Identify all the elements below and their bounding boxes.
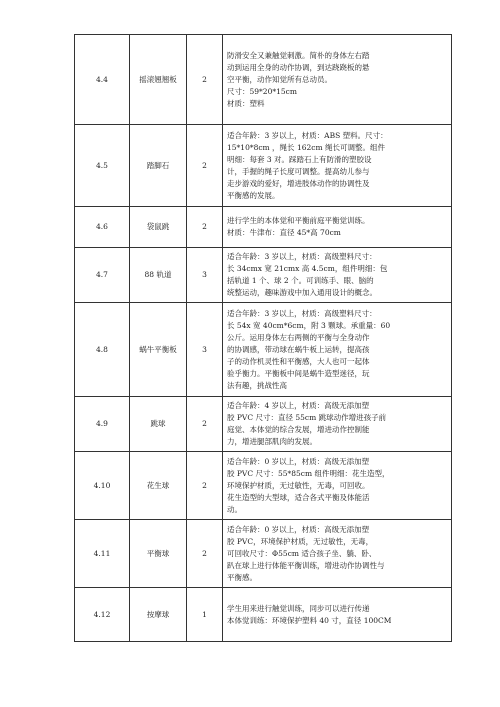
table-row bbox=[75, 452, 452, 520]
item-quantity: 2 bbox=[187, 207, 223, 248]
item-quantity: 1 bbox=[187, 588, 223, 642]
description-line: 空平衡，动作知觉所有总动员。 bbox=[227, 74, 332, 84]
item-quantity: 2 bbox=[187, 125, 223, 207]
item-quantity: 2 bbox=[187, 452, 223, 520]
description-line: 长 54x 宽 40cm*6cm，附 3 颗球。承重量：60 bbox=[227, 320, 391, 330]
description-line: 尺寸：59*20*15cm bbox=[227, 86, 297, 96]
description-line: 走步游戏的爱好，增进肢体动作的协调性及 bbox=[227, 178, 370, 188]
description-line: 动。 bbox=[227, 504, 242, 514]
item-name: 袋鼠跳 bbox=[130, 207, 187, 248]
description-line: 趴在球上进行体能平衡训练，增进动作协调性与 bbox=[227, 560, 385, 570]
description-line: 庭觉、本体觉的综合发展，增进动作控制能 bbox=[227, 425, 370, 434]
item-quantity: 2 bbox=[187, 520, 223, 588]
description-line: 适合年龄：3 岁以上，材质：高级塑料尺寸： bbox=[227, 252, 377, 261]
description-line: 验乎衡力。平衡板中间是蜗牛造型迷径，玩 bbox=[227, 368, 370, 378]
item-description bbox=[223, 207, 452, 248]
description-line: 本体觉训练：环境保护塑料 40 寸，直径 100CM bbox=[227, 615, 392, 625]
table-row bbox=[75, 303, 452, 397]
item-number: 4.6 bbox=[75, 207, 130, 248]
description-line: 学生用来进行触觉训练，同步可以进行传递 bbox=[227, 603, 370, 613]
item-name: 88 轨道 bbox=[130, 248, 187, 303]
item-description bbox=[223, 303, 452, 397]
table-row bbox=[75, 588, 452, 642]
equipment-spec-table bbox=[74, 34, 452, 642]
description-line: 进行学生的本体觉和平衡前庭平衡觉训练。 bbox=[227, 216, 370, 225]
table-row bbox=[75, 397, 452, 452]
description-line: 平衡感的发展。 bbox=[227, 190, 280, 200]
spec-table-body bbox=[75, 35, 452, 642]
description-line: 计，手握的绳子长度可调整。提高幼儿参与 bbox=[227, 166, 370, 176]
description-line: 环境保护材质，无过敏性，无毒，可回收。 bbox=[227, 480, 370, 490]
item-name: 平衡球 bbox=[130, 520, 187, 588]
item-description bbox=[223, 35, 452, 125]
description-line: 公斤。运用身体左右两侧的平衡与全身动作 bbox=[227, 332, 370, 342]
description-line: 动到运用全身的动作协调，到达跷跷板的悬 bbox=[227, 62, 370, 72]
description-line: 材质：塑料 bbox=[227, 98, 265, 108]
item-description bbox=[223, 588, 452, 642]
description-line: 材质：牛津布：直径 45*高 70cm bbox=[227, 228, 341, 237]
description-line: 胶 PVC 尺寸：55*85cm 组件明细：花生造型， bbox=[227, 468, 390, 478]
description-line: 适合年龄：4 岁以上，材质：高级无添加塑 bbox=[227, 401, 370, 410]
description-line: 平衡感。 bbox=[227, 572, 257, 582]
description-line: 胶 PVC 尺寸：直径 55cm 跳球动作增进孩子前 bbox=[227, 413, 387, 422]
description-line: 15*10*8cm ，绳长 162cm 绳长可调整。组件 bbox=[227, 142, 385, 152]
description-line: 明细：每套 3 对。踩踏石上有防滑的塑胶设 bbox=[227, 154, 372, 164]
description-line: 适合年龄：0 岁以上，材质：高级无添加塑 bbox=[227, 524, 370, 534]
item-name: 踏脚石 bbox=[130, 125, 187, 207]
description-line: 适合年龄：0 岁以上，材质：高级无添加塑 bbox=[227, 456, 370, 466]
item-number: 4.11 bbox=[75, 520, 130, 588]
item-description bbox=[223, 125, 452, 207]
table-row bbox=[75, 520, 452, 588]
table-row bbox=[75, 207, 452, 248]
item-name: 摇滚翘翘板 bbox=[130, 35, 187, 125]
item-description bbox=[223, 452, 452, 520]
item-number: 4.8 bbox=[75, 303, 130, 397]
description-line: 统整运动，趣味游戏中加入通用设计的概念。 bbox=[227, 288, 377, 297]
description-line: 力，增进腿部肌肉的发展。 bbox=[227, 437, 317, 446]
item-description bbox=[223, 397, 452, 452]
item-description bbox=[223, 248, 452, 303]
description-line: 子的动作机灵性和平衡感，大人也可一起体 bbox=[227, 356, 370, 366]
item-number: 4.5 bbox=[75, 125, 130, 207]
table-row bbox=[75, 35, 452, 125]
description-line: 胶 PVC，环境保护材质，无过敏性，无毒， bbox=[227, 536, 374, 546]
description-line: 长 34cmx 宽 21cmx 高 4.5cm，组件明细：包 bbox=[227, 264, 388, 273]
item-quantity: 2 bbox=[187, 35, 223, 125]
description-line: 的协调感，带动球在蜗牛板上运转，提高孩 bbox=[227, 344, 370, 354]
description-line: 可回收尺寸：Φ55cm 适合孩子坐、躺、卧、 bbox=[227, 548, 377, 558]
item-name: 蜗牛平衡板 bbox=[130, 303, 187, 397]
item-number: 4.10 bbox=[75, 452, 130, 520]
item-name: 按摩球 bbox=[130, 588, 187, 642]
item-number: 4.12 bbox=[75, 588, 130, 642]
item-name: 跳球 bbox=[130, 397, 187, 452]
description-line: 括轨道 1 个、球 2 个。可训练手、眼、脑的 bbox=[227, 276, 374, 285]
item-quantity: 3 bbox=[187, 303, 223, 397]
description-line: 法有趣，挑战性高 bbox=[227, 380, 287, 390]
item-number: 4.4 bbox=[75, 35, 130, 125]
description-line: 防滑安全又兼触觉刺激。简朴的身体左右踏 bbox=[227, 50, 370, 60]
item-number: 4.7 bbox=[75, 248, 130, 303]
table-row bbox=[75, 125, 452, 207]
item-quantity: 2 bbox=[187, 397, 223, 452]
description-line: 花生造型的大型球，适合各式平衡及体能活 bbox=[227, 492, 370, 502]
item-number: 4.9 bbox=[75, 397, 130, 452]
description-line: 适合年龄：3 岁以上，材质：ABS 塑料。尺寸： bbox=[227, 130, 388, 140]
item-description bbox=[223, 520, 452, 588]
item-quantity: 3 bbox=[187, 248, 223, 303]
item-name: 花生球 bbox=[130, 452, 187, 520]
description-line: 适合年龄：3 岁以上，材质：高级塑料尺寸： bbox=[227, 308, 377, 318]
table-row bbox=[75, 248, 452, 303]
